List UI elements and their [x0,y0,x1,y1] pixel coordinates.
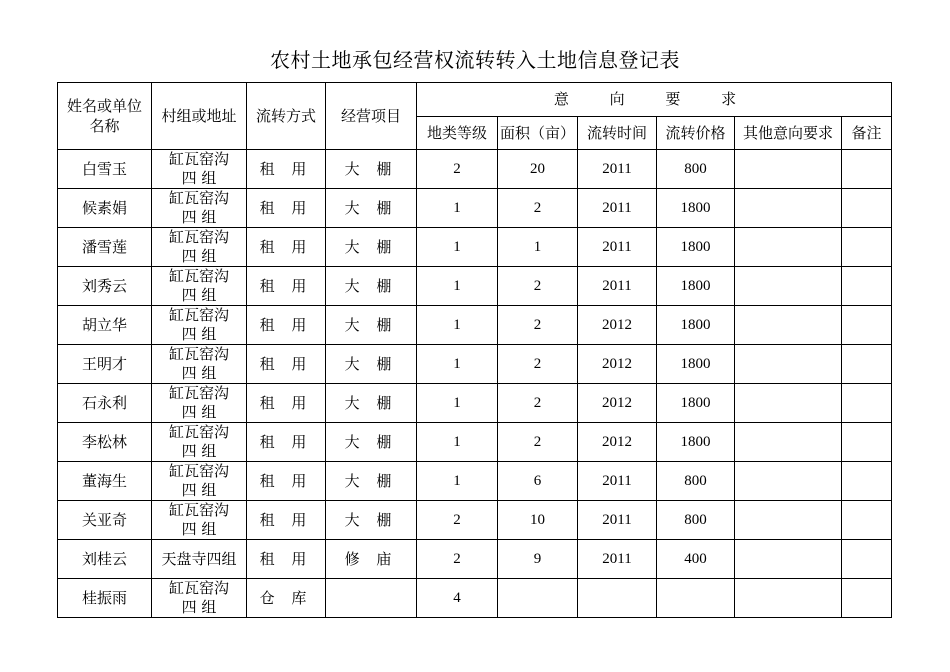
address-line-1: 缸瓦窑沟 [168,501,229,519]
cell-method: 租 用 [247,228,326,267]
cell-grade: 2 [417,501,498,540]
cell-other [735,345,842,384]
cell-grade: 1 [417,384,498,423]
cell-name: 刘秀云 [58,267,152,306]
cell-address [152,228,247,267]
cell-name: 李松林 [58,423,152,462]
cell-price: 1800 [657,228,735,267]
cell-grade: 1 [417,267,498,306]
cell-note [842,345,892,384]
table-row [58,501,892,540]
cell-other [735,579,842,618]
address-line-2: 四 组 [181,442,217,460]
header-name: 姓名或单位名称 [58,83,152,150]
cell-project: 大 棚 [326,423,417,462]
cell-note [842,267,892,306]
header-row-1 [58,83,892,117]
header-other: 其他意向要求 [735,117,842,150]
cell-area: 1 [498,228,578,267]
cell-area: 2 [498,189,578,228]
header-area: 面积（亩） [498,117,578,150]
header-address: 村组或地址 [152,83,247,150]
cell-grade: 2 [417,540,498,579]
cell-method: 租 用 [247,267,326,306]
cell-price: 1800 [657,384,735,423]
cell-address [152,189,247,228]
cell-project: 大 棚 [326,462,417,501]
table-row [58,423,892,462]
cell-method: 租 用 [247,306,326,345]
header-intent: 意 向 要 求 [417,83,892,117]
cell-other [735,384,842,423]
header-project: 经营项目 [326,83,417,150]
cell-method: 租 用 [247,423,326,462]
address-line-1: 缸瓦窑沟 [168,345,229,363]
cell-name: 刘桂云 [58,540,152,579]
cell-year: 2011 [578,150,657,189]
cell-note [842,384,892,423]
header-grade: 地类等级 [417,117,498,150]
cell-price: 1800 [657,345,735,384]
cell-address [152,306,247,345]
table-row [58,267,892,306]
cell-note [842,462,892,501]
cell-area: 10 [498,501,578,540]
header-time: 流转时间 [578,117,657,150]
address-line-2: 四 组 [181,247,217,265]
cell-price: 800 [657,150,735,189]
cell-other [735,306,842,345]
cell-price: 800 [657,501,735,540]
cell-price: 1800 [657,189,735,228]
cell-price: 400 [657,540,735,579]
cell-name: 潘雪莲 [58,228,152,267]
cell-grade: 1 [417,306,498,345]
registration-table [57,82,892,618]
address-line-2: 四 组 [181,325,217,343]
cell-name: 候素娟 [58,189,152,228]
cell-year: 2012 [578,345,657,384]
cell-area: 6 [498,462,578,501]
address-line-1: 缸瓦窑沟 [168,189,229,207]
address-line-2: 四 组 [181,520,217,538]
cell-method: 租 用 [247,540,326,579]
cell-year: 2011 [578,501,657,540]
cell-address [152,150,247,189]
cell-grade: 1 [417,423,498,462]
cell-grade: 1 [417,345,498,384]
cell-note [842,540,892,579]
table-row [58,540,892,579]
cell-name: 董海生 [58,462,152,501]
cell-name: 桂振雨 [58,579,152,618]
cell-project: 大 棚 [326,501,417,540]
cell-address [152,501,247,540]
cell-note [842,501,892,540]
cell-area: 20 [498,150,578,189]
address-line-1: 天盘寺四组 [161,549,237,568]
cell-method: 租 用 [247,384,326,423]
cell-project: 大 棚 [326,306,417,345]
table-row [58,150,892,189]
address-line-2: 四 组 [181,208,217,226]
address-line-1: 缸瓦窑沟 [168,384,229,402]
cell-method: 租 用 [247,345,326,384]
cell-year: 2011 [578,267,657,306]
cell-price [657,579,735,618]
cell-year: 2012 [578,306,657,345]
cell-project: 大 棚 [326,345,417,384]
cell-other [735,540,842,579]
table-row [58,306,892,345]
cell-area: 2 [498,423,578,462]
table-row [58,345,892,384]
cell-address [152,579,247,618]
cell-name: 王明才 [58,345,152,384]
address-line-2: 四 组 [181,598,217,616]
cell-note [842,423,892,462]
cell-method: 租 用 [247,462,326,501]
cell-grade: 1 [417,228,498,267]
cell-method: 租 用 [247,150,326,189]
cell-area: 2 [498,267,578,306]
cell-grade: 1 [417,189,498,228]
cell-area: 2 [498,384,578,423]
address-line-2: 四 组 [181,364,217,382]
cell-price: 800 [657,462,735,501]
cell-project: 大 棚 [326,228,417,267]
cell-project: 大 棚 [326,150,417,189]
cell-name: 石永利 [58,384,152,423]
cell-method: 租 用 [247,189,326,228]
cell-project: 大 棚 [326,384,417,423]
cell-project: 修 庙 [326,540,417,579]
cell-other [735,462,842,501]
address-line-1: 缸瓦窑沟 [168,267,229,285]
cell-name: 胡立华 [58,306,152,345]
address-line-2: 四 组 [181,286,217,304]
page-title: 农村土地承包经营权流转转入土地信息登记表 [270,48,680,72]
address-line-1: 缸瓦窑沟 [168,306,229,324]
cell-price: 1800 [657,267,735,306]
cell-other [735,189,842,228]
table-row [58,189,892,228]
cell-address [152,462,247,501]
address-line-1: 缸瓦窑沟 [168,423,229,441]
cell-year: 2011 [578,540,657,579]
cell-address [152,540,247,579]
cell-project: 大 棚 [326,267,417,306]
cell-address [152,345,247,384]
cell-grade: 1 [417,462,498,501]
table-row [58,384,892,423]
cell-year: 2011 [578,462,657,501]
cell-area: 9 [498,540,578,579]
cell-note [842,228,892,267]
address-line-1: 缸瓦窑沟 [168,228,229,246]
cell-year: 2012 [578,384,657,423]
header-method: 流转方式 [247,83,326,150]
cell-name: 白雪玉 [58,150,152,189]
cell-project [326,579,417,618]
cell-name: 关亚奇 [58,501,152,540]
cell-area: 2 [498,345,578,384]
address-line-1: 缸瓦窑沟 [168,579,229,597]
address-line-1: 缸瓦窑沟 [168,150,229,168]
cell-year: 2011 [578,228,657,267]
cell-note [842,150,892,189]
cell-other [735,267,842,306]
cell-project: 大 棚 [326,189,417,228]
cell-address [152,423,247,462]
cell-other [735,228,842,267]
address-line-2: 四 组 [181,481,217,499]
cell-price: 1800 [657,306,735,345]
cell-price: 1800 [657,423,735,462]
table-row [58,462,892,501]
cell-address [152,384,247,423]
cell-area [498,579,578,618]
cell-note [842,306,892,345]
address-line-2: 四 组 [181,169,217,187]
cell-method: 仓 库 [247,579,326,618]
cell-area: 2 [498,306,578,345]
cell-other [735,501,842,540]
cell-year: 2012 [578,423,657,462]
header-price: 流转价格 [657,117,735,150]
cell-grade: 4 [417,579,498,618]
cell-note [842,579,892,618]
cell-note [842,189,892,228]
cell-address [152,267,247,306]
cell-other [735,423,842,462]
address-line-1: 缸瓦窑沟 [168,462,229,480]
cell-method: 租 用 [247,501,326,540]
cell-year: 2011 [578,189,657,228]
cell-year [578,579,657,618]
cell-grade: 2 [417,150,498,189]
table-row [58,579,892,618]
header-note: 备注 [842,117,892,150]
cell-other [735,150,842,189]
address-line-2: 四 组 [181,403,217,421]
table-row [58,228,892,267]
